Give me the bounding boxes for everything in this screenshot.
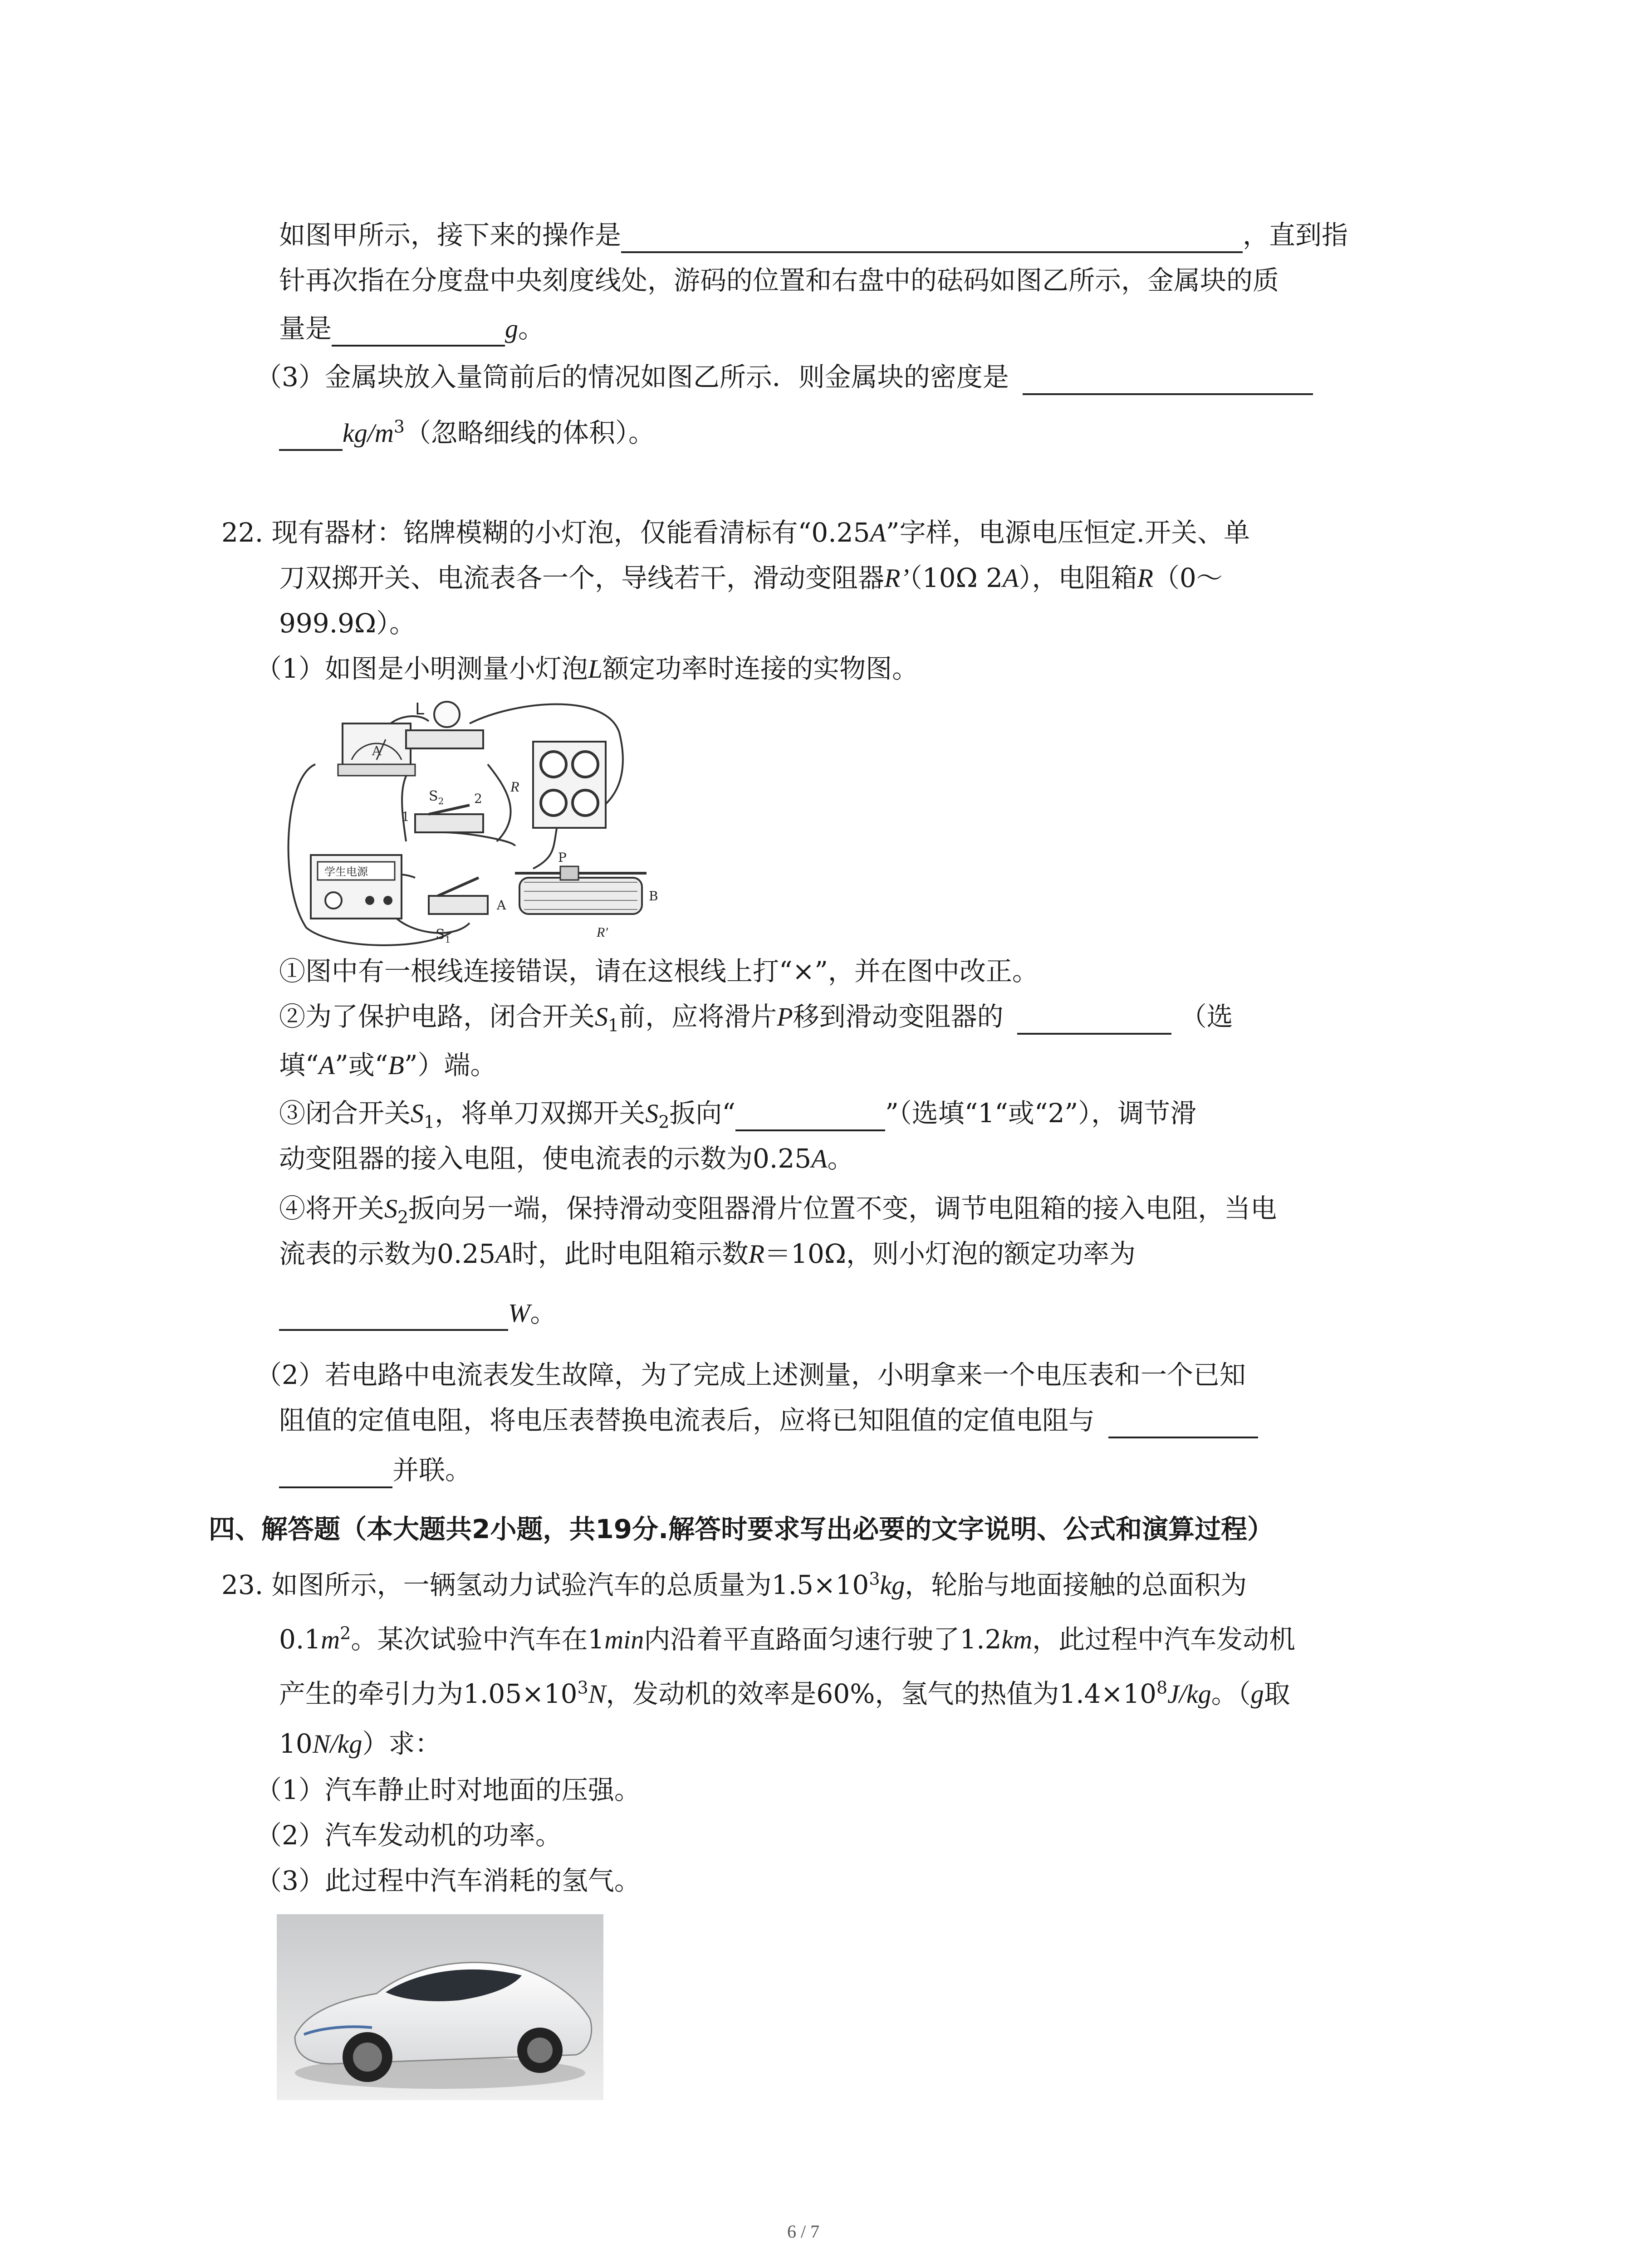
answer-blank[interactable] [1017,1000,1171,1035]
rheostat-end-a: A [497,898,506,913]
q21-line-1: 如图甲所示，接下来的操作是 ，直到指 [279,219,1348,253]
rheostat-label: R′ [597,925,608,940]
q22-line-2: 刀双掷开关、电流表各一个，导线若干，滑动变阻器R’（10Ω 2A），电阻箱R（0～ [279,562,1223,593]
q22-part-2-cont: 阻值的定值电阻，将电压表替换电流表后，应将已知阻值的定值电阻与 [279,1404,1258,1438]
spdt-switch-icon [402,788,483,832]
q21-line-3: 量是 g。 [279,312,544,347]
q21-part-3-cont: $kg/m^3$（忽略细线的体积）。 [279,416,655,451]
q22-line-3: 999.9Ω）。 [279,608,416,639]
ammeter-label: A [372,743,382,758]
switch-s1-icon [429,878,488,945]
q22-line-1: 22. 现有器材：铭牌模糊的小灯泡，仅能看清标有“0.25A”字样，电源电压恒定.开关、单 [221,517,1250,548]
resistance-box-icon [510,742,606,828]
switch-terminal-1: 1 [402,809,410,824]
q22-step-3-cont: 动变阻器的接入电阻，使电流表的示数为0.25A。 [279,1143,854,1174]
q21-part-3: （3）金属块放入量筒前后的情况如图乙所示．则金属块的密度是 [255,361,1313,395]
rheostat-end-b: B [649,889,658,904]
q23-line-2: $0.1m^2$。某次试验中汽车在1min内沿着平直路面匀速行驶了1.2km，此过程中汽车发动机 [279,1623,1296,1655]
q22-step-4: ④将开关$S_2$扳向另一端，保持滑动变阻器滑片位置不变，调节电阻箱的接入电阻，当电 [279,1193,1277,1227]
bulb-label: L [415,700,425,719]
q23-line-1: 23. 如图所示，一辆氢动力试验汽车的总质量为$1.5\times 10^3kg$，轮胎与地面接触的总面积为 [221,1569,1247,1600]
ammeter-icon [338,723,415,776]
resistance-box-label: R [510,778,519,795]
circuit-diagram [279,696,687,950]
q23-sub-1: （1）汽车静止时对地面的压强。 [255,1774,641,1805]
q23-sub-2: （2）汽车发动机的功率。 [255,1820,562,1851]
section-heading: 四、解答题（本大题共2小题，共19分.解答时要求写出必要的文字说明、公式和演算过程） [209,1514,1274,1545]
q22-part-2: （2）若电路中电流表发生故障，为了完成上述测量，小明拿来一个电压表和一个已知 [255,1359,1246,1390]
q22-step-2: ②为了保护电路，闭合开关$S_1$前，应将滑片P移到滑动变阻器的 （选 [279,1001,1233,1036]
switch-s2-label: $S_2$ [429,788,444,807]
answer-blank[interactable] [279,1454,392,1488]
answer-blank[interactable] [1108,1404,1258,1438]
rheostat-icon [496,850,658,940]
answer-blank[interactable] [621,219,1243,253]
q22-step-4-cont: 流表的示数为0.25A时，此时电阻箱示数R＝10Ω，则小灯泡的额定功率为 [279,1238,1136,1269]
q22-step-2-cont: 填“A”或“B”）端。 [279,1050,497,1080]
answer-blank[interactable] [279,1296,508,1331]
car-image [277,1914,603,2100]
slider-p-label: P [558,850,567,865]
power-supply-label: 学生电源 [324,865,368,878]
page-number: 6 / 7 [787,2221,820,2242]
q22-step-1: ①图中有一根线连接错误，请在这根线上打“×”，并在图中改正。 [279,956,1038,987]
switch-terminal-2: 2 [474,791,482,806]
q21-line-2: 针再次指在分度盘中央刻度线处，游码的位置和右盘中的砝码如图乙所示，金属块的质 [279,265,1279,296]
q23-sub-3: （3）此过程中汽车消耗的氢气。 [255,1865,641,1896]
q22-step-4-end: W。 [279,1296,556,1331]
answer-blank[interactable] [279,416,343,451]
answer-blank[interactable] [735,1097,885,1131]
answer-blank[interactable] [1023,361,1313,395]
q22-part-2-end: 并联。 [279,1454,471,1488]
q23-line-4: 10N/kg）求： [279,1728,441,1759]
q23-line-3: 产生的牵引力为$1.05\times 10^3N$，发动机的效率是60%，氢气的热值为$1.4\times 10^8J/kg$。（g取 [279,1677,1290,1709]
power-supply-icon [311,855,402,919]
answer-blank[interactable] [332,312,505,347]
q22-part-1: （1）如图是小明测量小灯泡L额定功率时连接的实物图。 [255,653,919,684]
switch-s1-label: $S_1$ [436,927,451,945]
bulb-icon [406,700,483,748]
q22-step-3: ③闭合开关$S_1$，将单刀双掷开关$S_2$扳向“ ”（选填“1“或“2”），调节滑 [279,1098,1197,1132]
